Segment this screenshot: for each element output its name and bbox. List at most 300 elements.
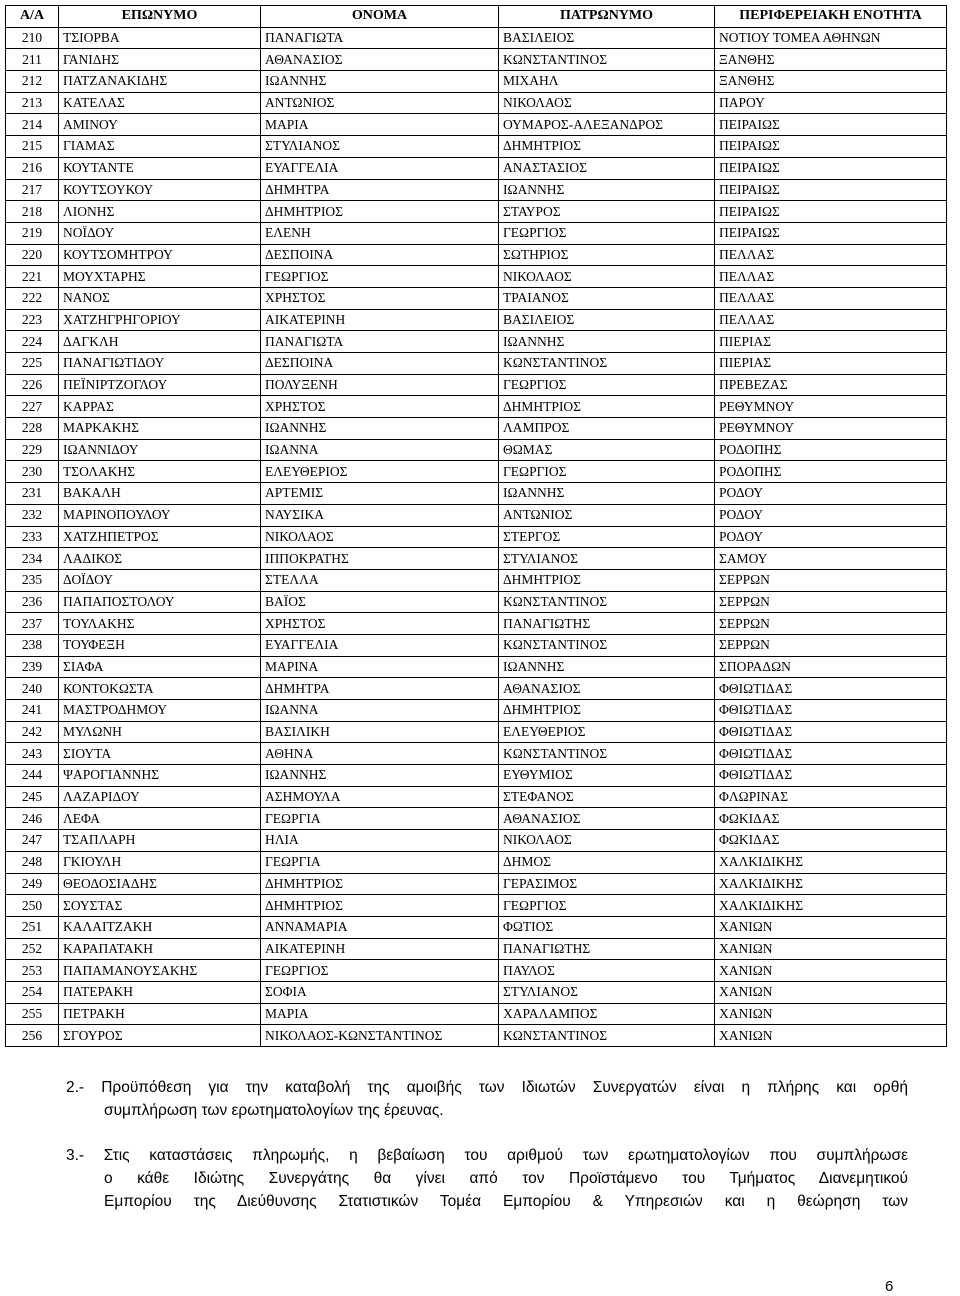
cell-regional-unit: ΡΕΘΥΜΝΟΥ [715,418,947,440]
cell-regional-unit: ΧΑΝΙΩΝ [715,1025,947,1047]
cell-name: ΔΕΣΠΟΙΝΑ [261,244,499,266]
cell-aa: 250 [6,895,59,917]
cell-surname: ΠΑΤΕΡΑΚΗ [59,981,261,1003]
note-2-line-1: 2.- Προϋπόθεση για την καταβολή της αμοιβής των Ιδιωτών Συνεργατών είναι η πλήρης και ορθή [66,1079,908,1096]
cell-aa: 254 [6,981,59,1003]
cell-regional-unit: ΠΕΛΛΑΣ [715,287,947,309]
cell-regional-unit: ΦΘΙΩΤΙΔΑΣ [715,678,947,700]
table-row [6,353,947,375]
cell-surname: ΧΑΤΖΗΓΡΗΓΟΡΙΟΥ [59,309,261,331]
cell-regional-unit: ΠΕΛΛΑΣ [715,309,947,331]
cell-surname: ΓΙΑΜΑΣ [59,136,261,158]
cell-fathers-name: ΕΥΘΥΜΙΟΣ [499,765,715,787]
cell-fathers-name: ΙΩΑΝΝΗΣ [499,656,715,678]
table-row [6,461,947,483]
table-row [6,656,947,678]
cell-regional-unit: ΧΑΝΙΩΝ [715,1003,947,1025]
cell-name: ΣΤΥΛΙΑΝΟΣ [261,136,499,158]
cell-aa: 238 [6,634,59,656]
cell-aa: 234 [6,548,59,570]
cell-name: ΒΑΣΙΛΙΚΗ [261,721,499,743]
cell-regional-unit: ΣΕΡΡΩΝ [715,591,947,613]
cell-aa: 242 [6,721,59,743]
cell-surname: ΙΩΑΝΝΙΔΟΥ [59,439,261,461]
cell-surname: ΤΟΥΦΕΞΗ [59,634,261,656]
cell-fathers-name: ΣΤΑΥΡΟΣ [499,201,715,223]
cell-fathers-name: ΧΑΡΑΛΑΜΠΟΣ [499,1003,715,1025]
table-row [6,678,947,700]
cell-name: ΑΣΗΜΟΥΛΑ [261,786,499,808]
cell-fathers-name: ΒΑΣΙΛΕΙΟΣ [499,309,715,331]
cell-regional-unit: ΣΕΡΡΩΝ [715,634,947,656]
cell-name: ΠΑΝΑΓΙΩΤΑ [261,27,499,49]
cell-regional-unit: ΧΑΛΚΙΔΙΚΗΣ [715,873,947,895]
cell-name: ΕΛΕΝΗ [261,222,499,244]
note-3-line-1: 3.- Στις καταστάσεις πληρωμής, η βεβαίωση του αριθμού των ερωτηματολογίων που συμπλήρωσε [66,1147,908,1164]
cell-regional-unit: ΠΕΙΡΑΙΩΣ [715,201,947,223]
notes-section [66,1076,908,1235]
cell-name: ΙΩΑΝΝΗΣ [261,418,499,440]
cell-fathers-name: ΚΩΝΣΤΑΝΤΙΝΟΣ [499,591,715,613]
table-row [6,851,947,873]
page-number: 6 [885,1278,894,1295]
table-row [6,418,947,440]
cell-regional-unit: ΧΑΝΙΩΝ [715,938,947,960]
cell-regional-unit: ΡΟΔΟΥ [715,483,947,505]
cell-regional-unit: ΦΘΙΩΤΙΔΑΣ [715,765,947,787]
cell-aa: 224 [6,331,59,353]
cell-regional-unit: ΡΟΔΟΥ [715,504,947,526]
cell-surname: ΣΟΥΣΤΑΣ [59,895,261,917]
table-row [6,287,947,309]
cell-fathers-name: ΙΩΑΝΝΗΣ [499,179,715,201]
cell-surname: ΜΑΡΙΝΟΠΟΥΛΟΥ [59,504,261,526]
cell-aa: 218 [6,201,59,223]
cell-surname: ΝΟΪΔΟΥ [59,222,261,244]
cell-fathers-name: ΓΕΡΑΣΙΜΟΣ [499,873,715,895]
cell-regional-unit: ΦΘΙΩΤΙΔΑΣ [715,721,947,743]
cell-name: ΙΩΑΝΝΑ [261,439,499,461]
table-row [6,808,947,830]
table-row [6,157,947,179]
cell-regional-unit: ΠΕΙΡΑΙΩΣ [715,157,947,179]
cell-regional-unit: ΦΩΚΙΔΑΣ [715,830,947,852]
cell-regional-unit: ΠΕΙΡΑΙΩΣ [715,222,947,244]
cell-aa: 221 [6,266,59,288]
table-row [6,591,947,613]
column-header-surname: ΕΠΩΝΥΜΟ [59,6,261,28]
cell-surname: ΚΟΥΤΑΝΤΕ [59,157,261,179]
cell-fathers-name: ΝΙΚΟΛΑΟΣ [499,92,715,114]
table-row [6,27,947,49]
cell-surname: ΜΑΡΚΑΚΗΣ [59,418,261,440]
cell-fathers-name: ΠΑΝΑΓΙΩΤΗΣ [499,613,715,635]
cell-aa: 235 [6,569,59,591]
cell-name: ΔΗΜΗΤΡΑ [261,678,499,700]
table-row [6,569,947,591]
cell-surname: ΚΟΥΤΣΟΥΚΟΥ [59,179,261,201]
table-row [6,331,947,353]
cell-regional-unit: ΠΡΕΒΕΖΑΣ [715,374,947,396]
table-row [6,786,947,808]
cell-surname: ΨΑΡΟΓΙΑΝΝΗΣ [59,765,261,787]
cell-regional-unit: ΠΕΛΛΑΣ [715,244,947,266]
cell-fathers-name: ΣΤΥΛΙΑΝΟΣ [499,981,715,1003]
cell-name: ΜΑΡΙΑ [261,1003,499,1025]
cell-regional-unit: ΣΕΡΡΩΝ [715,569,947,591]
cell-fathers-name: ΚΩΝΣΤΑΝΤΙΝΟΣ [499,49,715,71]
table-row [6,136,947,158]
cell-aa: 244 [6,765,59,787]
cell-surname: ΣΓΟΥΡΟΣ [59,1025,261,1047]
cell-fathers-name: ΑΝΑΣΤΑΣΙΟΣ [499,157,715,179]
cell-name: ΔΗΜΗΤΡΑ [261,179,499,201]
table-row [6,179,947,201]
cell-surname: ΣΙΟΥΤΑ [59,743,261,765]
column-header-regional-unit: ΠΕΡΙΦΕΡΕΙΑΚΗ ΕΝΟΤΗΤΑ [715,6,947,28]
cell-surname: ΧΑΤΖΗΠΕΤΡΟΣ [59,526,261,548]
table-header [6,6,947,28]
note-3-line-2: ο κάθε Ιδιώτης Συνεργάτης θα γίνει από τον Προϊστάμενο του Τμήματος Διανεμητικού [104,1170,908,1187]
cell-name: ΗΛΙΑ [261,830,499,852]
cell-fathers-name: ΣΤΥΛΙΑΝΟΣ [499,548,715,570]
cell-surname: ΘΕΟΔΟΣΙΑΔΗΣ [59,873,261,895]
cell-aa: 243 [6,743,59,765]
cell-aa: 253 [6,960,59,982]
cell-aa: 219 [6,222,59,244]
cell-regional-unit: ΦΘΙΩΤΙΔΑΣ [715,700,947,722]
header-row [6,6,947,28]
note-3-line-3: Εμπορίου της Διεύθυνσης Στατιστικών Τομέα Εμπορίου & Υπηρεσιών και η θεώρηση των [104,1193,908,1210]
cell-name: ΓΕΩΡΓΙΟΣ [261,960,499,982]
cell-name: ΧΡΗΣΤΟΣ [261,396,499,418]
cell-regional-unit: ΧΑΝΙΩΝ [715,981,947,1003]
cell-fathers-name: ΙΩΑΝΝΗΣ [499,483,715,505]
cell-surname: ΜΟΥΧΤΑΡΗΣ [59,266,261,288]
cell-fathers-name: ΔΗΜΗΤΡΙΟΣ [499,136,715,158]
cell-surname: ΓΑΝΙΔΗΣ [59,49,261,71]
cell-aa: 233 [6,526,59,548]
cell-surname: ΜΑΣΤΡΟΔΗΜΟΥ [59,700,261,722]
cell-aa: 246 [6,808,59,830]
cell-aa: 229 [6,439,59,461]
cell-regional-unit: ΦΘΙΩΤΙΔΑΣ [715,743,947,765]
cell-fathers-name: ΒΑΣΙΛΕΙΟΣ [499,27,715,49]
cell-fathers-name: ΚΩΝΣΤΑΝΤΙΝΟΣ [499,353,715,375]
cell-fathers-name: ΚΩΝΣΤΑΝΤΙΝΟΣ [499,634,715,656]
cell-surname: ΤΟΥΛΑΚΗΣ [59,613,261,635]
cell-fathers-name: ΔΗΜΗΤΡΙΟΣ [499,396,715,418]
table-row [6,114,947,136]
cell-fathers-name: ΓΕΩΡΓΙΟΣ [499,374,715,396]
table-row [6,830,947,852]
cell-aa: 216 [6,157,59,179]
cell-aa: 245 [6,786,59,808]
cell-surname: ΤΣΑΠΛΑΡΗ [59,830,261,852]
cell-fathers-name: ΦΩΤΙΟΣ [499,916,715,938]
cell-fathers-name: ΕΛΕΥΘΕΡΙΟΣ [499,721,715,743]
table-row [6,266,947,288]
table-row [6,201,947,223]
cell-surname: ΚΑΛΑΙΤΖΑΚΗ [59,916,261,938]
cell-surname: ΣΙΑΦΑ [59,656,261,678]
cell-regional-unit: ΠΕΙΡΑΙΩΣ [715,179,947,201]
cell-fathers-name: ΔΗΜΗΤΡΙΟΣ [499,569,715,591]
cell-surname: ΚΑΤΕΛΑΣ [59,92,261,114]
table-row [6,981,947,1003]
cell-surname: ΑΜΙΝΟΥ [59,114,261,136]
cell-regional-unit: ΡΕΘΥΜΝΟΥ [715,396,947,418]
cell-regional-unit: ΦΛΩΡΙΝΑΣ [715,786,947,808]
surveyors-table [5,5,947,1047]
cell-name: ΓΕΩΡΓΙΑ [261,851,499,873]
cell-surname: ΚΟΥΤΣΟΜΗΤΡΟΥ [59,244,261,266]
cell-name: ΜΑΡΙΑ [261,114,499,136]
cell-aa: 212 [6,71,59,93]
cell-name: ΧΡΗΣΤΟΣ [261,613,499,635]
cell-fathers-name: ΣΤΕΦΑΝΟΣ [499,786,715,808]
cell-name: ΑΙΚΑΤΕΡΙΝΗ [261,938,499,960]
cell-name: ΒΑΪΟΣ [261,591,499,613]
cell-surname: ΠΕΤΡΑΚΗ [59,1003,261,1025]
cell-name: ΕΥΑΓΓΕΛΙΑ [261,157,499,179]
cell-name: ΔΗΜΗΤΡΙΟΣ [261,873,499,895]
cell-surname: ΛΙΟΝΗΣ [59,201,261,223]
cell-name: ΙΩΑΝΝΗΣ [261,71,499,93]
cell-fathers-name: ΘΩΜΑΣ [499,439,715,461]
cell-name: ΑΘΑΝΑΣΙΟΣ [261,49,499,71]
cell-regional-unit: ΠΑΡΟΥ [715,92,947,114]
cell-name: ΠΟΛΥΞΕΝΗ [261,374,499,396]
table-row [6,916,947,938]
cell-name: ΙΩΑΝΝΑ [261,700,499,722]
cell-regional-unit: ΧΑΝΙΩΝ [715,960,947,982]
table-body [6,27,947,1046]
cell-fathers-name: ΑΝΤΩΝΙΟΣ [499,504,715,526]
cell-surname: ΤΣΟΛΑΚΗΣ [59,461,261,483]
cell-surname: ΝΑΝΟΣ [59,287,261,309]
cell-fathers-name: ΓΕΩΡΓΙΟΣ [499,222,715,244]
cell-fathers-name: ΓΕΩΡΓΙΟΣ [499,895,715,917]
table-row [6,92,947,114]
table-row [6,634,947,656]
cell-name: ΕΛΕΥΘΕΡΙΟΣ [261,461,499,483]
cell-surname: ΛΑΔΙΚΟΣ [59,548,261,570]
cell-fathers-name: ΜΙΧΑΗΛ [499,71,715,93]
cell-name: ΜΑΡΙΝΑ [261,656,499,678]
cell-aa: 211 [6,49,59,71]
cell-name: ΝΑΥΣΙΚΑ [261,504,499,526]
cell-aa: 240 [6,678,59,700]
table-row [6,1025,947,1047]
cell-surname: ΜΥΛΩΝΗ [59,721,261,743]
cell-regional-unit: ΣΕΡΡΩΝ [715,613,947,635]
cell-surname: ΠΑΝΑΓΙΩΤΙΔΟΥ [59,353,261,375]
table-row [6,613,947,635]
table-row [6,49,947,71]
cell-fathers-name: ΝΙΚΟΛΑΟΣ [499,266,715,288]
cell-regional-unit: ΦΩΚΙΔΑΣ [715,808,947,830]
cell-regional-unit: ΝΟΤΙΟΥ ΤΟΜΕΑ ΑΘΗΝΩΝ [715,27,947,49]
cell-surname: ΚΟΝΤΟΚΩΣΤΑ [59,678,261,700]
column-header-aa: Α/Α [6,6,59,28]
cell-fathers-name: ΚΩΝΣΤΑΝΤΙΝΟΣ [499,1025,715,1047]
cell-fathers-name: ΣΩΤΗΡΙΟΣ [499,244,715,266]
cell-name: ΙΠΠΟΚΡΑΤΗΣ [261,548,499,570]
table-row [6,396,947,418]
cell-aa: 248 [6,851,59,873]
cell-name: ΔΗΜΗΤΡΙΟΣ [261,895,499,917]
table-row [6,548,947,570]
cell-regional-unit: ΡΟΔΟΠΗΣ [715,439,947,461]
cell-aa: 210 [6,27,59,49]
cell-surname: ΠΕΪΝΙΡΤΖΟΓΛΟΥ [59,374,261,396]
cell-name: ΧΡΗΣΤΟΣ [261,287,499,309]
cell-fathers-name: ΚΩΝΣΤΑΝΤΙΝΟΣ [499,743,715,765]
cell-regional-unit: ΠΕΙΡΑΙΩΣ [715,114,947,136]
cell-regional-unit: ΧΑΛΚΙΔΙΚΗΣ [715,895,947,917]
cell-name: ΑΝΝΑΜΑΡΙΑ [261,916,499,938]
cell-fathers-name: ΠΑΥΛΟΣ [499,960,715,982]
cell-regional-unit: ΞΑΝΘΗΣ [715,71,947,93]
cell-surname: ΒΑΚΑΛΗ [59,483,261,505]
table-row [6,895,947,917]
cell-fathers-name: ΙΩΑΝΝΗΣ [499,331,715,353]
table-row [6,244,947,266]
cell-aa: 214 [6,114,59,136]
cell-regional-unit: ΡΟΔΟΥ [715,526,947,548]
cell-name: ΓΕΩΡΓΙΟΣ [261,266,499,288]
cell-name: ΙΩΑΝΝΗΣ [261,765,499,787]
table-row [6,1003,947,1025]
cell-aa: 222 [6,287,59,309]
cell-name: ΔΕΣΠΟΙΝΑ [261,353,499,375]
table-row [6,765,947,787]
cell-name: ΝΙΚΟΛΑΟΣ-ΚΩΝΣΤΑΝΤΙΝΟΣ [261,1025,499,1047]
cell-aa: 241 [6,700,59,722]
table-row [6,504,947,526]
cell-aa: 220 [6,244,59,266]
cell-name: ΑΡΤΕΜΙΣ [261,483,499,505]
table-row [6,721,947,743]
cell-aa: 223 [6,309,59,331]
cell-aa: 231 [6,483,59,505]
cell-regional-unit: ΠΙΕΡΙΑΣ [715,353,947,375]
cell-fathers-name: ΤΡΑΙΑΝΟΣ [499,287,715,309]
note-2 [66,1076,908,1122]
cell-fathers-name: ΝΙΚΟΛΑΟΣ [499,830,715,852]
table-row [6,309,947,331]
cell-aa: 252 [6,938,59,960]
cell-fathers-name: ΣΤΕΡΓΟΣ [499,526,715,548]
cell-surname: ΔΟΪΔΟΥ [59,569,261,591]
cell-name: ΑΝΤΩΝΙΟΣ [261,92,499,114]
cell-name: ΕΥΑΓΓΕΛΙΑ [261,634,499,656]
table-row [6,700,947,722]
cell-regional-unit: ΧΑΛΚΙΔΙΚΗΣ [715,851,947,873]
cell-fathers-name: ΑΘΑΝΑΣΙΟΣ [499,808,715,830]
cell-fathers-name: ΓΕΩΡΓΙΟΣ [499,461,715,483]
cell-aa: 227 [6,396,59,418]
cell-aa: 237 [6,613,59,635]
table-row [6,743,947,765]
cell-name: ΠΑΝΑΓΙΩΤΑ [261,331,499,353]
cell-surname: ΤΣΙΟΡΒΑ [59,27,261,49]
cell-surname: ΛΕΦΑ [59,808,261,830]
cell-regional-unit: ΧΑΝΙΩΝ [715,916,947,938]
cell-aa: 255 [6,1003,59,1025]
cell-aa: 228 [6,418,59,440]
cell-fathers-name: ΛΑΜΠΡΟΣ [499,418,715,440]
cell-regional-unit: ΣΑΜΟΥ [715,548,947,570]
cell-fathers-name: ΔΗΜΟΣ [499,851,715,873]
cell-regional-unit: ΞΑΝΘΗΣ [715,49,947,71]
cell-aa: 230 [6,461,59,483]
cell-aa: 226 [6,374,59,396]
table-row [6,439,947,461]
cell-surname: ΚΑΡΡΑΣ [59,396,261,418]
table-row [6,873,947,895]
cell-aa: 256 [6,1025,59,1047]
cell-aa: 236 [6,591,59,613]
note-3 [66,1144,908,1213]
cell-regional-unit: ΠΙΕΡΙΑΣ [715,331,947,353]
table-row [6,526,947,548]
cell-surname: ΠΑΠΑΠΟΣΤΟΛΟΥ [59,591,261,613]
cell-aa: 239 [6,656,59,678]
cell-name: ΣΟΦΙΑ [261,981,499,1003]
cell-fathers-name: ΔΗΜΗΤΡΙΟΣ [499,700,715,722]
cell-aa: 217 [6,179,59,201]
cell-aa: 213 [6,92,59,114]
table-row [6,960,947,982]
cell-name: ΑΘΗΝΑ [261,743,499,765]
table-row [6,374,947,396]
cell-aa: 225 [6,353,59,375]
cell-surname: ΛΑΖΑΡΙΔΟΥ [59,786,261,808]
cell-name: ΓΕΩΡΓΙΑ [261,808,499,830]
cell-name: ΔΗΜΗΤΡΙΟΣ [261,201,499,223]
cell-aa: 247 [6,830,59,852]
cell-name: ΝΙΚΟΛΑΟΣ [261,526,499,548]
cell-fathers-name: ΟΥΜΑΡΟΣ-ΑΛΕΞΑΝΔΡΟΣ [499,114,715,136]
cell-fathers-name: ΠΑΝΑΓΙΩΤΗΣ [499,938,715,960]
cell-regional-unit: ΠΕΙΡΑΙΩΣ [715,136,947,158]
cell-aa: 232 [6,504,59,526]
cell-regional-unit: ΠΕΛΛΑΣ [715,266,947,288]
table-row [6,938,947,960]
cell-fathers-name: ΑΘΑΝΑΣΙΟΣ [499,678,715,700]
cell-aa: 215 [6,136,59,158]
table-row [6,222,947,244]
cell-aa: 249 [6,873,59,895]
cell-name: ΑΙΚΑΤΕΡΙΝΗ [261,309,499,331]
cell-regional-unit: ΣΠΟΡΑΔΩΝ [715,656,947,678]
table-row [6,71,947,93]
table-row [6,483,947,505]
column-header-fathers-name: ΠΑΤΡΩΝΥΜΟ [499,6,715,28]
cell-name: ΣΤΕΛΛΑ [261,569,499,591]
cell-aa: 251 [6,916,59,938]
cell-surname: ΠΑΤΖΑΝΑΚΙΔΗΣ [59,71,261,93]
cell-regional-unit: ΡΟΔΟΠΗΣ [715,461,947,483]
column-header-name: ΟΝΟΜΑ [261,6,499,28]
cell-surname: ΔΑΓΚΛΗ [59,331,261,353]
cell-surname: ΠΑΠΑΜΑΝΟΥΣΑΚΗΣ [59,960,261,982]
note-2-line-2: συμπλήρωση των ερωτηματολογίων της έρευνας. [104,1102,444,1119]
cell-surname: ΓΚΙΟΥΛΗ [59,851,261,873]
cell-surname: ΚΑΡΑΠΑΤΑΚΗ [59,938,261,960]
